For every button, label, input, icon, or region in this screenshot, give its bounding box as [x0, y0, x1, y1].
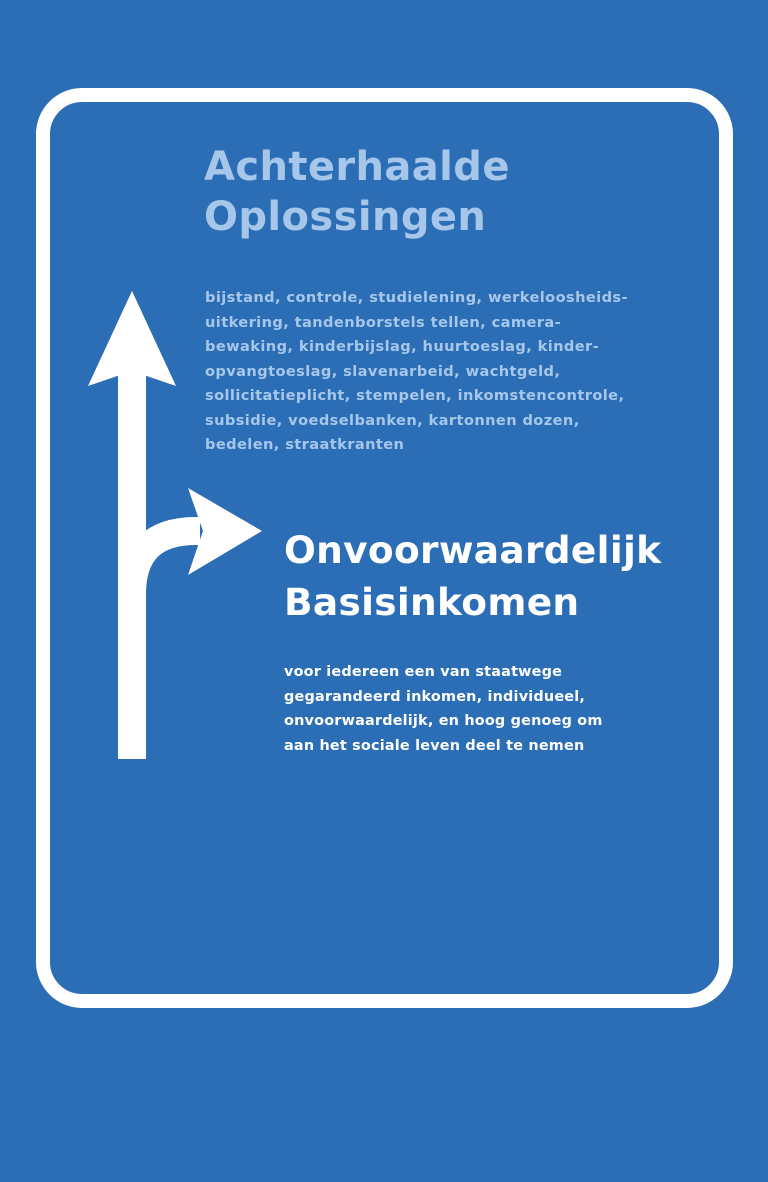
basic-income-title [284, 524, 724, 628]
old-solutions-list-line: bijstand, controle, studielening, werkeloosheids- [205, 289, 628, 306]
basic-income-description-line: gegarandeerd inkomen, individueel, [284, 688, 586, 705]
basic-income-description [284, 660, 684, 759]
old-solutions-list-line: bedelen, straatkranten [205, 436, 405, 453]
basic-income-description-line: onvoorwaardelijk, en hoog genoeg om [284, 713, 603, 730]
old-solutions-title-line: Oplossingen [204, 194, 487, 240]
arrow-turn-curve [132, 531, 200, 594]
arrow-turn-right-icon [132, 488, 262, 594]
basic-income-title-line: Onvoorwaardelijk [284, 528, 662, 572]
basic-income-description-line: voor iedereen een van staatwege [284, 664, 563, 680]
old-solutions-list-line: opvangtoeslag, slavenarbeid, wachtgeld, [205, 362, 561, 380]
old-solutions-list-line: uitkering, tandenborstels tellen, camera- [205, 313, 562, 331]
old-solutions-list-line: subsidie, voedselbanken, kartonnen dozen, [205, 411, 580, 429]
basic-income-description-line: aan het sociale leven deel te nemen [284, 738, 585, 755]
old-solutions-title [204, 142, 684, 242]
old-solutions-list [205, 286, 675, 458]
old-solutions-list-line: bewaking, kinderbijslag, huurtoeslag, kinder- [205, 338, 600, 355]
old-solutions-list-line: sollicitatieplicht, stempelen, inkomstencontrole, [205, 387, 625, 404]
old-solutions-title-line: Achterhaalde [204, 144, 510, 190]
basic-income-title-line: Basisinkomen [284, 580, 580, 624]
